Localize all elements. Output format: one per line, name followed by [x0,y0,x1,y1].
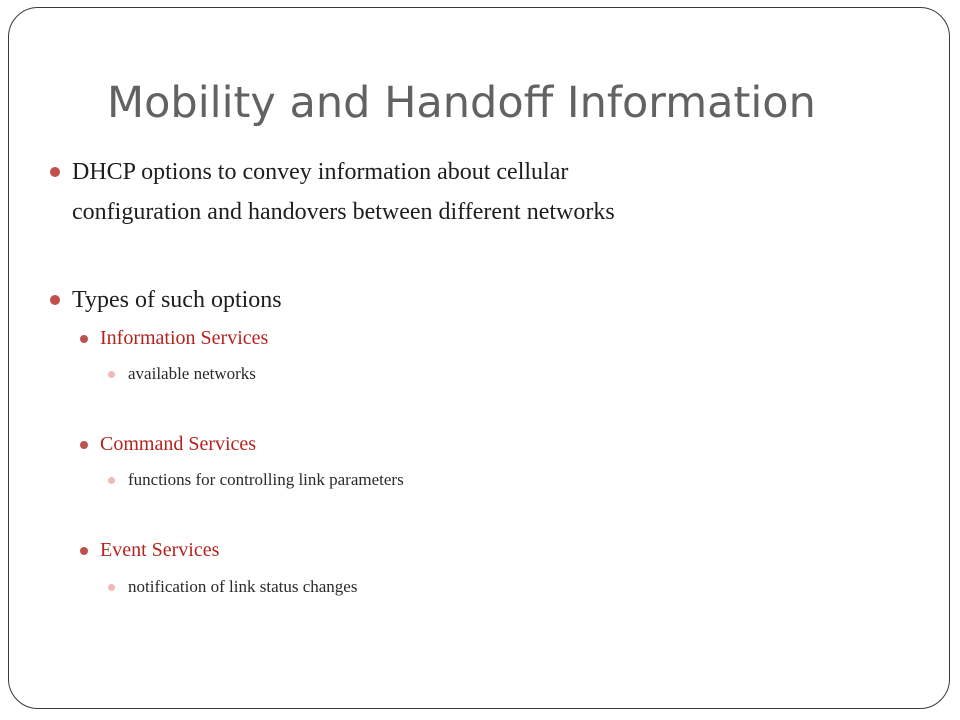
sub-bullet-command-services: Command Services [100,433,257,455]
bullet-1-line-2: configuration and handovers between different networks [72,199,615,225]
bullet-dot-icon [50,167,60,177]
slide-title: Mobility and Handoff Information [107,78,816,128]
bullet-2-text: Types of such options [72,287,282,313]
bullet-dot-icon [50,295,60,305]
detail-bullet-dot-icon [108,584,115,591]
detail-available-networks: available networks [128,364,256,383]
sub-bullet-dot-icon [80,547,88,555]
sub-bullet-dot-icon [80,335,88,343]
sub-bullet-information-services: Information Services [100,327,269,349]
sub-bullet-event-services: Event Services [100,539,220,561]
detail-bullet-dot-icon [108,371,115,378]
detail-bullet-dot-icon [108,477,115,484]
sub-bullet-dot-icon [80,441,88,449]
bullet-1-line-1: DHCP options to convey information about cellular [72,159,569,185]
detail-link-status-changes: notification of link status changes [128,577,358,596]
detail-controlling-link-parameters: functions for controlling link parameters [128,470,404,489]
